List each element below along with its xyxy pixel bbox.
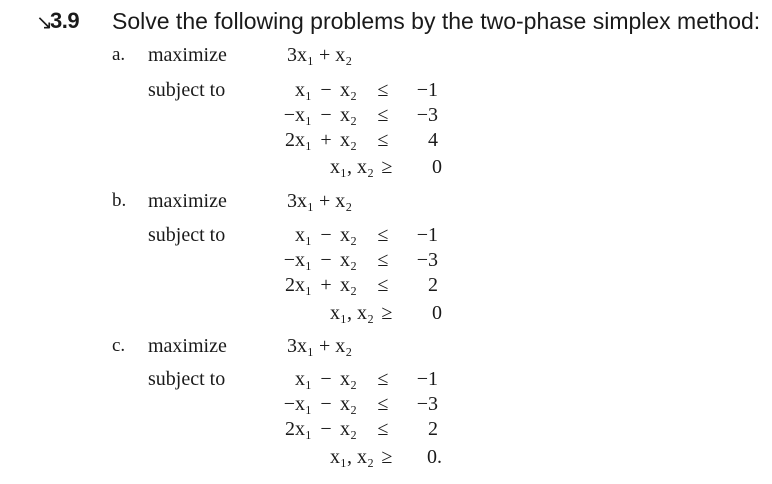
constraint-operator: + <box>320 274 332 296</box>
problem-a-label: a. <box>112 44 126 65</box>
constraint-operator: − <box>320 418 332 440</box>
problem-c-constraint-2 <box>250 393 438 416</box>
constraint-lhs: x₁ <box>295 368 312 390</box>
constraint-relation: ≤ <box>377 224 389 246</box>
constraint-lhs: 2x₁ <box>285 418 312 440</box>
problem-statement: Solve the following problems by the two-phase simplex method: <box>112 8 761 34</box>
nonneg-relation: ≥ <box>381 302 393 324</box>
constraint-lhs: −x₁ <box>283 249 312 271</box>
constraint-var: x₂ <box>340 129 357 151</box>
constraint-var: x₂ <box>340 274 357 296</box>
constraint-var: x₂ <box>340 249 357 271</box>
constraint-lhs: x₁ <box>295 79 312 101</box>
nonneg-rhs: 0 <box>432 302 442 324</box>
constraint-rhs: −1 <box>416 368 438 390</box>
constraint-lhs: −x₁ <box>283 393 312 415</box>
constraint-relation: ≤ <box>377 393 389 415</box>
problem-c-constraint-1 <box>250 368 438 391</box>
nonneg-rhs: 0. <box>427 446 442 468</box>
problem-b-constraint-2 <box>250 249 438 272</box>
constraint-relation: ≤ <box>377 129 389 151</box>
constraint-rhs: 2 <box>428 418 438 440</box>
problem-a-constraint-3 <box>250 129 438 152</box>
nonneg-rhs: 0 <box>432 156 442 178</box>
constraint-var: x₂ <box>340 368 357 390</box>
problem-a-subject-to-label: subject to <box>148 79 226 101</box>
constraint-rhs: −1 <box>416 79 438 101</box>
constraint-lhs: 2x₁ <box>285 129 312 151</box>
constraint-var: x₂ <box>340 104 357 126</box>
problem-number: 3.9 <box>50 8 80 33</box>
constraint-rhs: −3 <box>416 104 438 126</box>
nonneg-vars: x₁, x₂ <box>330 446 374 468</box>
constraint-rhs: 2 <box>428 274 438 296</box>
constraint-var: x₂ <box>340 224 357 246</box>
nonneg-vars: x₁, x₂ <box>330 302 374 324</box>
constraint-operator: − <box>320 79 332 101</box>
problem-c-constraint-3 <box>250 418 438 441</box>
constraint-rhs: 4 <box>428 129 438 151</box>
constraint-operator: − <box>320 393 332 415</box>
constraint-rhs: −1 <box>416 224 438 246</box>
constraint-lhs: x₁ <box>295 224 312 246</box>
problem-a-constraint-2 <box>250 104 438 127</box>
constraint-operator: − <box>320 224 332 246</box>
constraint-relation: ≤ <box>377 274 389 296</box>
constraint-rhs: −3 <box>416 393 438 415</box>
constraint-lhs: −x₁ <box>283 104 312 126</box>
constraint-operator: − <box>320 104 332 126</box>
constraint-var: x₂ <box>340 418 357 440</box>
constraint-var: x₂ <box>340 393 357 415</box>
problem-c-label: c. <box>112 335 126 356</box>
constraint-relation: ≤ <box>377 368 389 390</box>
problem-marker-arrow-icon: ↘ <box>36 10 53 34</box>
constraint-operator: − <box>320 249 332 271</box>
problem-b-label: b. <box>112 190 127 211</box>
problem-b-nonnegativity <box>250 302 442 325</box>
problem-b-maximize-label: maximize <box>148 190 227 212</box>
problem-b-constraint-3 <box>250 274 438 297</box>
constraint-relation: ≤ <box>377 79 389 101</box>
nonneg-vars: x₁, x₂ <box>330 156 374 178</box>
problem-a-nonnegativity <box>250 156 442 179</box>
constraint-lhs: 2x₁ <box>285 274 312 296</box>
problem-a-maximize-label: maximize <box>148 44 227 66</box>
constraint-relation: ≤ <box>377 104 389 126</box>
constraint-relation: ≤ <box>377 249 389 271</box>
problem-c-maximize-label: maximize <box>148 335 227 357</box>
nonneg-relation: ≥ <box>381 156 393 178</box>
problem-a-objective: 3x₁ + x₂ <box>287 44 353 66</box>
constraint-relation: ≤ <box>377 418 389 440</box>
problem-c-nonnegativity <box>250 446 442 469</box>
problem-c-subject-to-label: subject to <box>148 368 226 390</box>
problem-c-objective: 3x₁ + x₂ <box>287 335 353 357</box>
nonneg-relation: ≥ <box>381 446 393 468</box>
constraint-operator: − <box>320 368 332 390</box>
problem-b-constraint-1 <box>250 224 438 247</box>
problem-b-subject-to-label: subject to <box>148 224 226 246</box>
constraint-operator: + <box>320 129 332 151</box>
problem-b-objective: 3x₁ + x₂ <box>287 190 353 212</box>
problem-a-constraint-1 <box>250 79 438 102</box>
constraint-rhs: −3 <box>416 249 438 271</box>
constraint-var: x₂ <box>340 79 357 101</box>
